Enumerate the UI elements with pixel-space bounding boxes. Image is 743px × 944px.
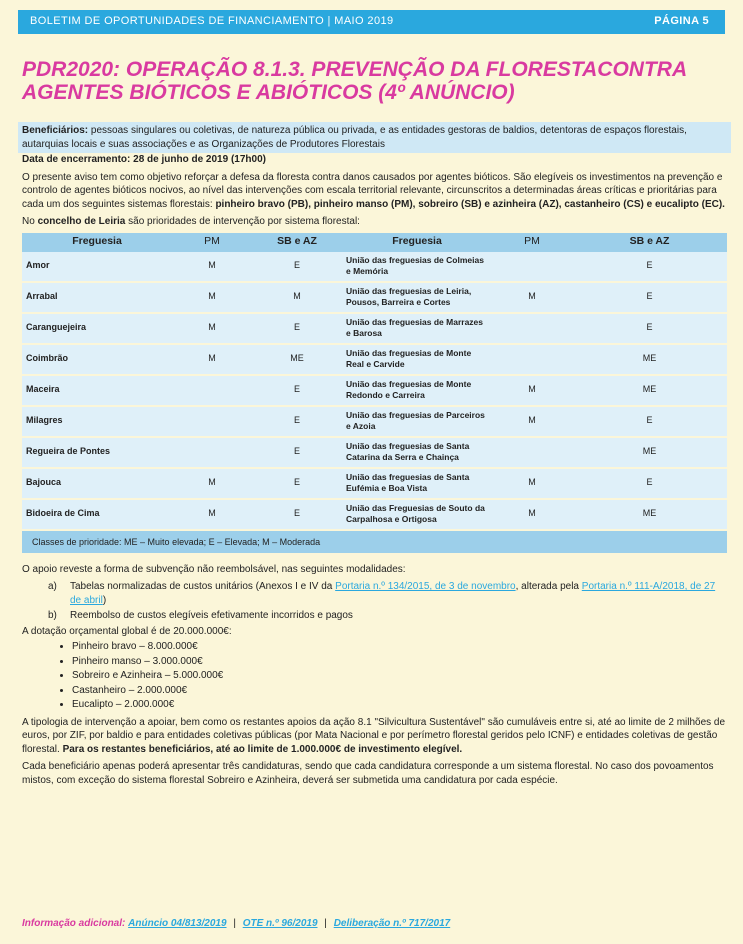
- portaria-134-link[interactable]: Portaria n.º 134/2015, de 3 de novembro: [335, 581, 516, 592]
- table-cell: E: [252, 406, 342, 437]
- table-cell: M: [172, 313, 252, 344]
- table-cell: ME: [252, 344, 342, 375]
- closing-date-text: Data de encerramento: 28 de junho de 2019 (17h00): [22, 154, 266, 165]
- deliberacao-link[interactable]: Deliberação n.º 717/2017: [333, 918, 451, 929]
- leiria-bold: concelho de Leiria: [37, 216, 126, 227]
- table-row: [22, 437, 727, 468]
- table-row: [22, 344, 727, 375]
- table-cell: Arrabal: [22, 282, 172, 313]
- table-cell: ME: [572, 375, 727, 406]
- closing-date: [22, 153, 727, 167]
- table-cell: Bajouca: [22, 468, 172, 499]
- table-cell: ME: [572, 499, 727, 530]
- table-row: [22, 468, 727, 499]
- table-cell: Bidoeira de Cima: [22, 499, 172, 530]
- aviso-bold: pinheiro bravo (PB), pinheiro manso (PM), sobreiro (SB) e azinheira (AZ), castanheiro (CS) e eucalipto (EC).: [215, 198, 725, 210]
- col-header: PM: [492, 233, 572, 252]
- table-cell: [492, 437, 572, 468]
- ote-link[interactable]: OTE n.º 96/2019: [242, 918, 318, 929]
- item-text: Reembolso de custos elegíveis efetivamente incorridos e pagos: [70, 610, 353, 621]
- footer-separator: |: [324, 918, 327, 929]
- table-cell: [172, 406, 252, 437]
- footer-separator: |: [233, 918, 236, 929]
- list-item: • Eucalipto – 2.000.000€: [72, 698, 727, 712]
- portaria-111a-link[interactable]: Portaria n.º 111-A/2018, de 27 de abril: [70, 581, 716, 606]
- col-header: SB e AZ: [252, 233, 342, 252]
- table-cell: União das freguesias de Parceiros e Azoia: [342, 406, 492, 437]
- table-cell: Maceira: [22, 375, 172, 406]
- table-cell: M: [492, 406, 572, 437]
- table-row: [22, 406, 727, 437]
- priority-table: [22, 233, 727, 531]
- leiria-paragraph: [22, 215, 727, 229]
- list-item: [22, 609, 727, 623]
- table-cell: E: [252, 252, 342, 282]
- beneficiarios-block: [18, 122, 731, 153]
- table-cell: E: [252, 499, 342, 530]
- table-cell: E: [572, 252, 727, 282]
- table-cell: ME: [572, 344, 727, 375]
- table-row: [22, 313, 727, 344]
- table-row: [22, 282, 727, 313]
- table-cell: Amor: [22, 252, 172, 282]
- article-title: PDR2020: OPERAÇÃO 8.1.3. PREVENÇÃO DA FLORESTACONTRA AGENTES BIÓTICOS E ABIÓTICOS (4º ANÚNCIO): [22, 58, 687, 104]
- leiria-post: são prioridades de intervenção por sistema florestal:: [125, 216, 360, 227]
- table-cell: M: [492, 499, 572, 530]
- table-cell: [172, 437, 252, 468]
- table-cell: [492, 252, 572, 282]
- table-cell: E: [252, 468, 342, 499]
- item-text: Tabelas normalizadas de custos unitários (Anexos I e IV da: [70, 581, 336, 592]
- table-cell: [172, 375, 252, 406]
- table-cell: M: [172, 282, 252, 313]
- list-item: [22, 580, 727, 607]
- table-cell: União das freguesias de Leiria, Pousos, Barreira e Cortes: [342, 282, 492, 313]
- table-cell: M: [492, 468, 572, 499]
- beneficiarios-label: Beneficiários:: [22, 125, 89, 136]
- tipologia-bold: Para os restantes beneficiários, até ao limite de 1.000.000€ de investimento elegível.: [62, 743, 463, 755]
- dotacao-list: [22, 640, 727, 712]
- item-text: , alterada pela: [515, 581, 582, 592]
- table-cell: [492, 344, 572, 375]
- table-cell: ME: [572, 437, 727, 468]
- table-cell: [492, 313, 572, 344]
- item-label: a): [48, 581, 57, 592]
- table-cell: M: [172, 468, 252, 499]
- table-cell: M: [252, 282, 342, 313]
- table-row: [22, 375, 727, 406]
- aviso-paragraph: [22, 171, 727, 212]
- page-header: [18, 10, 725, 34]
- leiria-pre: No: [22, 216, 38, 227]
- table-cell: M: [172, 499, 252, 530]
- table-body: [22, 252, 727, 530]
- table-cell: União das freguesias de Colmeias e Memória: [342, 252, 492, 282]
- table-cell: União das freguesias de Monte Real e Carvide: [342, 344, 492, 375]
- beneficiarios-text: pessoas singulares ou coletivas, de natureza pública ou privada, e as entidades gestoras de baldios, detentoras de espaços florestais, autarquias locais e suas associações e as Organizações de Produtores Florestais: [22, 125, 687, 150]
- table-cell: M: [172, 252, 252, 282]
- footer: [22, 918, 450, 929]
- table-cell: E: [572, 282, 727, 313]
- table-cell: M: [492, 282, 572, 313]
- table-cell: Coimbrão: [22, 344, 172, 375]
- table-cell: União das freguesias de Monte Redondo e Carreira: [342, 375, 492, 406]
- col-header: Freguesia: [342, 233, 492, 252]
- article-body: [22, 122, 727, 791]
- table-cell: E: [252, 313, 342, 344]
- table-cell: M: [172, 344, 252, 375]
- table-row: [22, 499, 727, 530]
- anuncio-link[interactable]: Anúncio 04/813/2019: [128, 918, 227, 929]
- col-header: PM: [172, 233, 252, 252]
- tipologia-paragraph: [22, 716, 727, 757]
- bulletin-title: BOLETIM DE OPORTUNIDADES DE FINANCIAMENTO | MAIO 2019: [30, 15, 394, 27]
- list-item: • Sobreiro e Azinheira – 5.000.000€: [72, 669, 727, 683]
- table-cell: Regueira de Pontes: [22, 437, 172, 468]
- apoio-intro: O apoio reveste a forma de subvenção não reembolsável, nas seguintes modalidades:: [22, 563, 406, 575]
- page-number: PÁGINA 5: [654, 15, 709, 27]
- footer-label: Informação adicional:: [22, 918, 126, 929]
- tipologia-text: A tipologia de intervenção a apoiar, bem como os restantes apoios da ação 8.1 "Silvicultura Sustentável" são cumuláveis entre si, até ao limite de 2 milhões de euros, por ZIF, por baldio e para entidades coletivas públicas (por Mata Nacional e por perímetro florestal geridos pelo ICNF) e entidades coletivas de gestão florestal.: [22, 716, 726, 755]
- table-cell: União das freguesias de Santa Catarina da Serra e Chainça: [342, 437, 492, 468]
- col-header: SB e AZ: [572, 233, 727, 252]
- table-cell: União das freguesias de Santa Eufémia e Boa Vista: [342, 468, 492, 499]
- dotacao-intro: A dotação orçamental global é de 20.000.000€:: [22, 625, 232, 637]
- list-item: • Castanheiro – 2.000.000€: [72, 684, 727, 698]
- table-cell: União das Freguesias de Souto da Carpalhosa e Ortigosa: [342, 499, 492, 530]
- table-cell: E: [252, 437, 342, 468]
- list-item: • Pinheiro manso – 3.000.000€: [72, 655, 727, 669]
- apoio-list: [22, 580, 727, 623]
- table-cell: M: [492, 375, 572, 406]
- table-cell: Milagres: [22, 406, 172, 437]
- table-row: [22, 252, 727, 282]
- col-header: Freguesia: [22, 233, 172, 252]
- item-label: b): [48, 610, 57, 621]
- candidaturas-paragraph: Cada beneficiário apenas poderá apresentar três candidaturas, sendo que cada candidatura corresponde a um sistema florestal. No caso dos povoamentos mistos, com exceção do sistema florestal Sobreiro e Azinheira, deverá ser submetida uma candidatura por cada espécie.: [22, 761, 714, 786]
- list-item: • Pinheiro bravo – 8.000.000€: [72, 640, 727, 654]
- priority-legend: Classes de prioridade: ME – Muito elevada; E – Elevada; M – Moderada: [22, 531, 727, 553]
- table-cell: E: [252, 375, 342, 406]
- table-cell: E: [572, 313, 727, 344]
- table-cell: União das freguesias de Marrazes e Barosa: [342, 313, 492, 344]
- table-cell: E: [572, 468, 727, 499]
- item-text: ): [102, 594, 107, 606]
- table-cell: E: [572, 406, 727, 437]
- aviso-text: O presente aviso tem como objetivo reforçar a defesa da floresta contra danos causados por agentes bióticos. São elegíveis os investimentos na prevenção e controlo de agentes bióticos nocivos, ao nível das intervenções com escala territorial relevante, circunscritos a determinadas áreas críticas e prioritárias para cada um dos seguintes sistemas florestais:: [22, 171, 723, 210]
- table-cell: Caranguejeira: [22, 313, 172, 344]
